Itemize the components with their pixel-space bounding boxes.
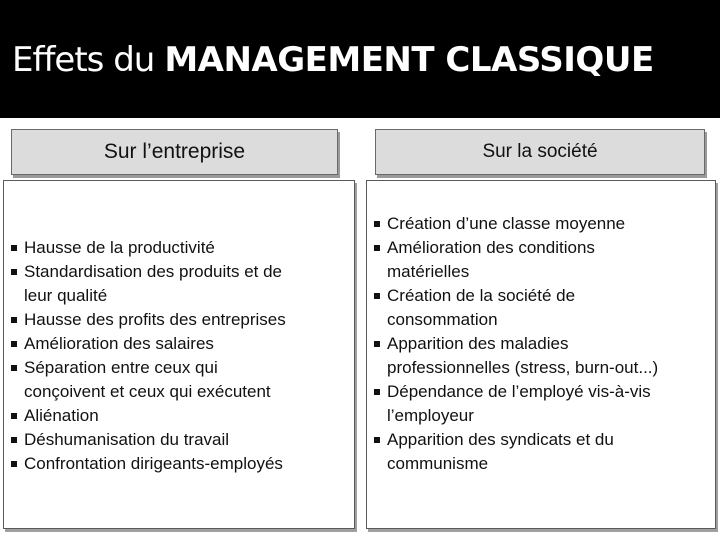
bullet-text-line: leur qualité bbox=[24, 286, 108, 305]
bullet-item bbox=[371, 428, 711, 476]
bullet-marker-icon bbox=[374, 341, 380, 347]
bullet-text-line: communisme bbox=[387, 454, 489, 473]
slide-title bbox=[12, 38, 654, 80]
bullet-text-line: Amélioration des conditions bbox=[387, 238, 595, 257]
bullet-marker-icon bbox=[11, 245, 17, 251]
bullet-item bbox=[371, 236, 711, 284]
title-bold: MANAGEMENT CLASSIQUE bbox=[164, 40, 654, 80]
bullet-text-line: conçoivent et ceux qui exécutent bbox=[24, 382, 271, 401]
bullet-marker-icon bbox=[374, 437, 380, 443]
right-bullet-list bbox=[371, 212, 711, 476]
bullet-text-line: l’employeur bbox=[387, 406, 474, 425]
bullet-text-line: Hausse des profits des entreprises bbox=[24, 310, 286, 329]
bullet-text-line: professionnelles (stress, burn-out...) bbox=[387, 358, 659, 377]
bullet-marker-icon bbox=[374, 389, 380, 395]
bullet-text-line: consommation bbox=[387, 310, 498, 329]
bullet-marker-icon bbox=[374, 245, 380, 251]
bullet-item bbox=[371, 284, 711, 332]
bullet-text-line: Apparition des maladies bbox=[387, 334, 569, 353]
bullet-text-line: Aliénation bbox=[24, 406, 99, 425]
bullet-text-line: Amélioration des salaires bbox=[24, 334, 214, 353]
bullet-marker-icon bbox=[11, 461, 17, 467]
bullet-text-line: Création d’une classe moyenne bbox=[387, 214, 626, 233]
bullet-text-line: matérielles bbox=[387, 262, 470, 281]
bullet-marker-icon bbox=[374, 293, 380, 299]
title-regular: Effets du bbox=[12, 40, 155, 80]
bullet-item bbox=[8, 356, 350, 404]
bullet-item bbox=[8, 428, 350, 452]
left-column-header: Sur l’entreprise bbox=[11, 129, 338, 175]
bullet-item bbox=[8, 452, 350, 476]
right-column-header: Sur la société bbox=[375, 129, 705, 175]
bullet-text-line: Séparation entre ceux qui bbox=[24, 358, 218, 377]
bullet-marker-icon bbox=[11, 413, 17, 419]
bullet-marker-icon bbox=[374, 221, 380, 227]
bullet-text-line: Confrontation dirigeants-employés bbox=[24, 454, 283, 473]
bullet-item bbox=[371, 332, 711, 380]
bullet-text-line: Création de la société de bbox=[387, 286, 576, 305]
bullet-text-line: Déshumanisation du travail bbox=[24, 430, 230, 449]
bullet-item bbox=[371, 212, 711, 236]
bullet-marker-icon bbox=[11, 437, 17, 443]
left-bullet-list bbox=[8, 236, 350, 476]
bullet-marker-icon bbox=[11, 269, 17, 275]
bullet-text-line: Dépendance de l’employé vis-à-vis bbox=[387, 382, 651, 401]
bullet-item bbox=[8, 260, 350, 308]
bullet-item bbox=[8, 332, 350, 356]
left-panel bbox=[3, 180, 355, 529]
bullet-marker-icon bbox=[11, 365, 17, 371]
bullet-item bbox=[8, 404, 350, 428]
right-panel bbox=[366, 180, 716, 529]
title-bar bbox=[0, 0, 720, 118]
bullet-text-line: Standardisation des produits et de bbox=[24, 262, 283, 281]
bullet-marker-icon bbox=[11, 341, 17, 347]
content-area bbox=[0, 118, 720, 540]
bullet-item bbox=[371, 380, 711, 428]
bullet-item bbox=[8, 236, 350, 260]
bullet-marker-icon bbox=[11, 317, 17, 323]
bullet-text-line: Apparition des syndicats et du bbox=[387, 430, 614, 449]
bullet-text-line: Hausse de la productivité bbox=[24, 238, 215, 257]
bullet-item bbox=[8, 308, 350, 332]
